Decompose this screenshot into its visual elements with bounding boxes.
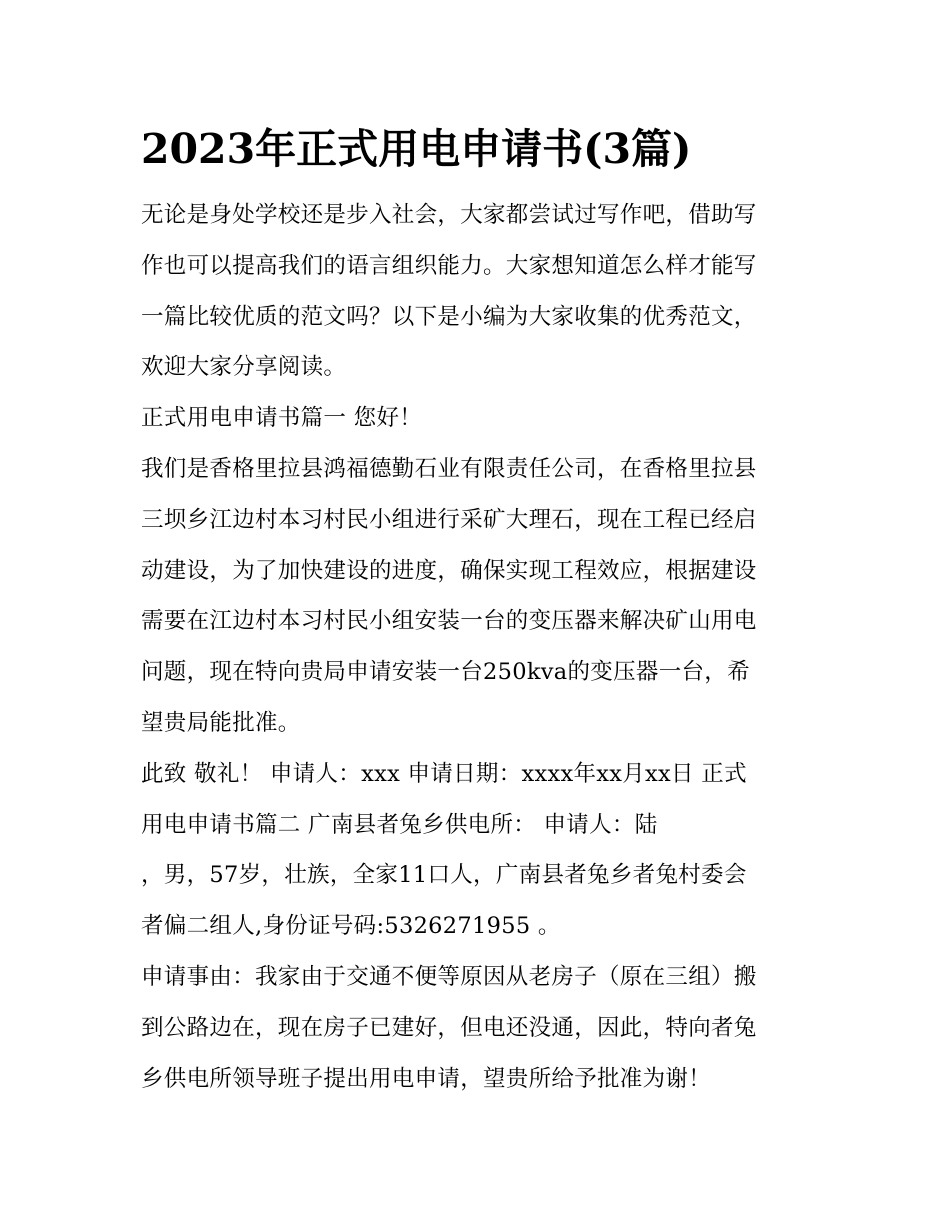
text-line: 一篇比较优质的范文吗？以下是小编为大家收集的优秀范文，: [141, 303, 757, 330]
text-line: 动建设，为了加快建设的进度，确保实现工程效应，根据建设: [141, 557, 757, 584]
text-line: 问题，现在特向贵局申请安装一台250kva的变压器一台，希: [141, 659, 750, 686]
text-line: 欢迎大家分享阅读。: [141, 354, 347, 381]
text-line: ，男，57岁，壮族，全家11口人，广南县者兔乡者兔村委会: [141, 862, 747, 889]
text-line: 用电申请书篇二 广南县者兔乡供电所： 申请人：陆: [141, 811, 658, 838]
application-reason: [141, 952, 821, 1104]
text-line: 我们是香格里拉县鸿福德勤石业有限责任公司，在香格里拉县: [141, 455, 757, 482]
text-line: 作也可以提高我们的语言组织能力。大家想知道怎么样才能写: [141, 252, 757, 279]
document-body: [141, 118, 821, 1104]
section-one-heading: [141, 393, 821, 444]
text-line: 申请事由：我家由于交通不便等原因从老房子（原在三组）搬: [141, 963, 757, 990]
text-line: 望贵局能批准。: [141, 709, 301, 736]
text-line: 到公路边在，现在房子已建好，但电还没通，因此，特向者兔: [141, 1014, 757, 1041]
closing-and-section-two: [141, 749, 821, 952]
text-line: 者偏二组人,身份证号码:5326271955 。: [141, 913, 561, 940]
document-title: 2023年正式用电申请书(3篇): [141, 125, 692, 173]
text-line: 需要在江边村本习村民小组安装一台的变压器来解决矿山用电: [141, 608, 757, 635]
text-line: 三坝乡江边村本习村民小组进行采矿大理石，现在工程已经启: [141, 506, 757, 533]
text-line: 此致 敬礼！ 申请人：xxx 申请日期：xxxx年xx月xx日 正式: [141, 760, 747, 787]
text-line: 乡供电所领导班子提出用电申请，望贵所给予批准为谢！: [141, 1065, 712, 1092]
section-one-body: [141, 444, 821, 749]
text-line: 无论是身处学校还是步入社会，大家都尝试过写作吧，借助写: [141, 202, 757, 228]
text-line: 正式用电申请书篇一 您好！: [141, 405, 423, 432]
intro-paragraph: [141, 190, 821, 393]
